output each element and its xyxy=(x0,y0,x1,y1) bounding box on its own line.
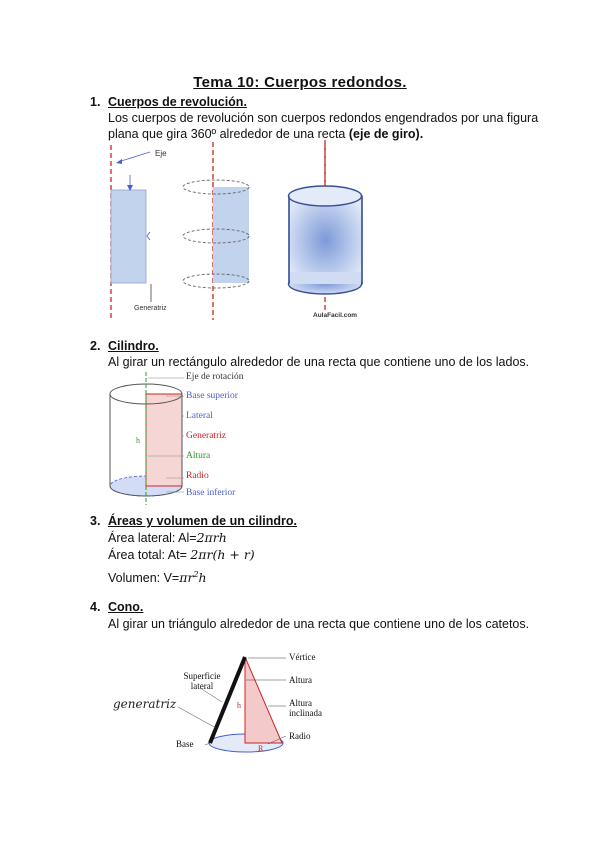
volume-formula-b: h xyxy=(198,570,207,586)
section-1-title: Cuerpos de revolución. xyxy=(108,95,247,109)
label-vertice: Vértice xyxy=(289,652,316,662)
section-2-text: Al girar un rectángulo alrededor de una recta que contiene uno de los lados. xyxy=(108,355,530,369)
label-altura-inclinada-b: inclinada xyxy=(289,708,322,718)
label-altura-inclinada-a: Altura xyxy=(289,698,312,708)
revolution-figure xyxy=(90,140,390,325)
handwritten-generatriz: generatriz xyxy=(113,697,177,711)
volume-label: Volumen: V= xyxy=(108,571,180,586)
cone-radius-label: R xyxy=(258,744,264,753)
total-area-line xyxy=(108,546,255,564)
label-base-superior: Base superior xyxy=(186,391,238,401)
label-cone-radio: Radio xyxy=(289,731,311,741)
section-4-text: Al girar un triángulo alrededor de una recta que contiene uno de los catetos. xyxy=(108,617,530,631)
label-radio: Radio xyxy=(186,471,209,481)
section-3-number: 3. xyxy=(90,514,101,528)
section-1-number: 1. xyxy=(90,95,101,109)
label-cone-altura: Altura xyxy=(289,675,312,685)
section-2-number: 2. xyxy=(90,339,101,353)
generatriz-label-small: Generatriz xyxy=(134,305,167,312)
section-2-title: Cilindro. xyxy=(108,339,159,353)
cone-height-label: h xyxy=(237,701,241,710)
label-superficie-lateral xyxy=(180,671,224,691)
label-generatriz: Generatriz xyxy=(186,431,227,441)
solid-cylinder xyxy=(289,196,362,284)
lateral-area-label: Área lateral: Al= xyxy=(108,531,197,545)
lateral-area-line xyxy=(108,529,227,547)
lateral-area-formula: 2πrh xyxy=(196,530,227,545)
label-altura-inclinada xyxy=(289,698,322,718)
label-base: Base xyxy=(176,739,194,749)
label-superficie: Superficie xyxy=(183,671,221,681)
section-3-title: Áreas y volumen de un cilindro. xyxy=(108,514,297,528)
total-area-formula: 2πr(h + r) xyxy=(190,547,255,562)
label-lateral-cone: lateral xyxy=(190,681,214,691)
eje-label: Eje xyxy=(155,149,167,158)
section-1-text-normal: plana que gira 360º alrededor de una recta xyxy=(108,127,349,141)
label-altura: Altura xyxy=(186,451,211,461)
credit-text: AulaFacil.com xyxy=(313,312,358,319)
rotating-rectangle xyxy=(213,187,249,283)
label-lateral: Lateral xyxy=(186,411,213,421)
section-4-title: Cono. xyxy=(108,600,144,614)
total-area-label: Área total: At= xyxy=(108,548,191,562)
height-label: h xyxy=(136,436,140,445)
volume-exponent: 2 xyxy=(193,570,199,579)
generating-rectangle xyxy=(111,190,146,283)
page-title: Tema 10: Cuerpos redondos. xyxy=(193,74,407,91)
section-4-number: 4. xyxy=(90,600,101,614)
section-1-text-line-1: Los cuerpos de revolución son cuerpos redondos engendrados por una figura xyxy=(108,111,539,125)
section-1-text-bold: (eje de giro). xyxy=(348,127,424,141)
volume-line xyxy=(108,566,207,587)
volume-formula-a: πr xyxy=(179,570,194,586)
label-base-inferior: Base inferior xyxy=(186,488,236,498)
label-eje-rotacion: Eje de rotación xyxy=(186,372,244,382)
